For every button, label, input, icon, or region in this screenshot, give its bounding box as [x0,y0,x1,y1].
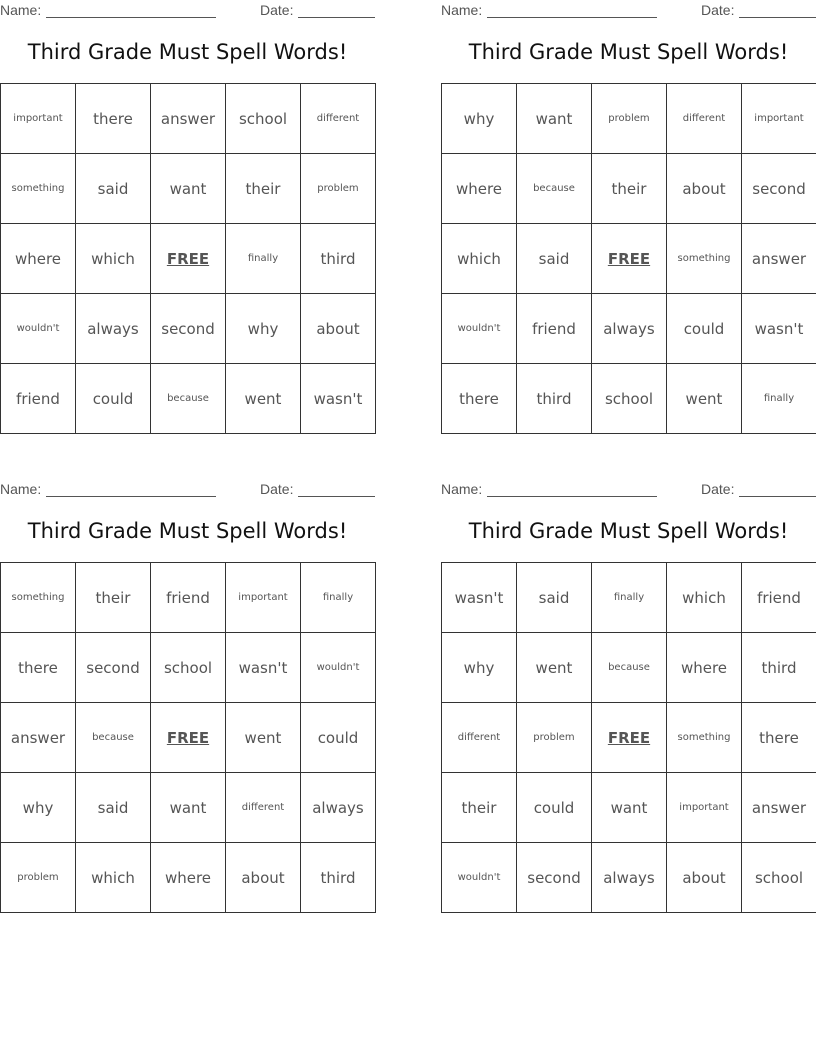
grid-cell: wasn't [442,563,517,633]
grid-row [442,84,816,154]
free-space: FREE [592,224,667,294]
grid-cell: always [301,773,376,843]
grid-cell: friend [151,563,226,633]
grid-cell: which [76,843,151,913]
grid-cell: school [592,364,667,434]
grid-cell: which [667,563,742,633]
grid-cell: important [667,773,742,843]
date-line [298,496,375,497]
grid-cell: important [742,84,816,154]
grid-cell: important [226,563,301,633]
grid-cell: wouldn't [442,294,517,364]
grid-cell: there [442,364,517,434]
grid-cell: why [226,294,301,364]
grid-cell: different [442,703,517,773]
bingo-grid [441,83,816,434]
grid-row [442,843,816,913]
date-line [298,17,375,18]
card-title: Third Grade Must Spell Words! [27,40,348,64]
grid-cell: important [1,84,76,154]
grid-cell: because [592,633,667,703]
card-title: Third Grade Must Spell Words! [27,519,348,543]
grid-row [1,84,376,154]
grid-cell: because [517,154,592,224]
grid-cell: went [226,703,301,773]
bingo-grid [0,562,376,913]
grid-cell: there [1,633,76,703]
date-line [739,496,816,497]
grid-row [1,773,376,843]
bingo-card-4 [441,479,816,887]
grid-cell: want [517,84,592,154]
grid-cell: want [151,154,226,224]
grid-cell: wouldn't [301,633,376,703]
grid-cell: could [76,364,151,434]
grid-row [1,563,376,633]
name-date-row [0,0,375,22]
date-label: Date: [701,481,735,497]
grid-cell: which [76,224,151,294]
free-space: FREE [151,703,226,773]
grid-row [442,703,816,773]
name-label: Name: [0,2,42,18]
grid-row [1,224,376,294]
grid-cell: why [442,633,517,703]
name-date-row [441,0,816,22]
grid-cell: went [517,633,592,703]
grid-cell: finally [592,563,667,633]
grid-cell: which [442,224,517,294]
name-line [46,17,216,18]
grid-cell: problem [301,154,376,224]
grid-row [442,224,816,294]
grid-row [442,563,816,633]
grid-cell: second [517,843,592,913]
grid-cell: finally [301,563,376,633]
grid-cell: went [226,364,301,434]
free-space: FREE [592,703,667,773]
grid-cell: answer [742,773,816,843]
grid-cell: different [301,84,376,154]
grid-cell: always [592,294,667,364]
grid-cell: answer [1,703,76,773]
bingo-card-1 [0,0,375,408]
grid-cell: said [517,224,592,294]
grid-cell: second [742,154,816,224]
grid-cell: because [151,364,226,434]
grid-cell: always [76,294,151,364]
bingo-card-2 [441,0,816,408]
grid-cell: friend [517,294,592,364]
grid-cell: because [76,703,151,773]
grid-cell: third [301,224,376,294]
grid-cell: finally [742,364,816,434]
grid-cell: friend [1,364,76,434]
grid-cell: could [667,294,742,364]
grid-cell: answer [151,84,226,154]
grid-cell: different [667,84,742,154]
grid-cell: where [667,633,742,703]
grid-cell: there [76,84,151,154]
name-label: Name: [441,481,483,497]
grid-cell: school [151,633,226,703]
free-space: FREE [151,224,226,294]
grid-cell: something [667,703,742,773]
grid-cell: problem [1,843,76,913]
grid-cell: second [76,633,151,703]
grid-row [442,633,816,703]
grid-row [1,633,376,703]
grid-cell: wouldn't [442,843,517,913]
grid-row [1,843,376,913]
grid-cell: said [76,773,151,843]
date-line [739,17,816,18]
grid-cell: about [667,843,742,913]
date-label: Date: [701,2,735,18]
name-date-row [441,479,816,501]
grid-cell: finally [226,224,301,294]
grid-cell: their [442,773,517,843]
grid-cell: problem [517,703,592,773]
grid-cell: said [517,563,592,633]
grid-cell: where [151,843,226,913]
date-label: Date: [260,481,294,497]
bingo-card-3 [0,479,375,887]
grid-cell: could [301,703,376,773]
grid-row [1,364,376,434]
date-label: Date: [260,2,294,18]
grid-cell: always [592,843,667,913]
grid-cell: their [226,154,301,224]
grid-cell: could [517,773,592,843]
name-line [46,496,216,497]
grid-cell: friend [742,563,816,633]
grid-cell: why [1,773,76,843]
grid-row [442,773,816,843]
name-label: Name: [0,481,42,497]
grid-cell: school [742,843,816,913]
grid-cell: want [151,773,226,843]
grid-cell: something [1,563,76,633]
bingo-grid [441,562,816,913]
name-label: Name: [441,2,483,18]
grid-row [442,364,816,434]
grid-cell: went [667,364,742,434]
grid-cell: want [592,773,667,843]
grid-cell: third [517,364,592,434]
grid-cell: wasn't [742,294,816,364]
grid-cell: problem [592,84,667,154]
grid-cell: third [742,633,816,703]
name-line [487,17,657,18]
grid-cell: there [742,703,816,773]
grid-cell: answer [742,224,816,294]
grid-cell: different [226,773,301,843]
grid-cell: something [667,224,742,294]
grid-row [1,154,376,224]
grid-cell: about [226,843,301,913]
grid-cell: their [76,563,151,633]
grid-row [442,294,816,364]
grid-cell: wouldn't [1,294,76,364]
grid-cell: wasn't [301,364,376,434]
grid-cell: second [151,294,226,364]
grid-cell: their [592,154,667,224]
name-date-row [0,479,375,501]
grid-cell: about [301,294,376,364]
grid-cell: school [226,84,301,154]
grid-cell: something [1,154,76,224]
name-line [487,496,657,497]
grid-row [1,703,376,773]
bingo-grid [0,83,376,434]
grid-cell: third [301,843,376,913]
grid-cell: why [442,84,517,154]
grid-cell: where [442,154,517,224]
grid-cell: about [667,154,742,224]
grid-cell: said [76,154,151,224]
grid-row [442,154,816,224]
card-title: Third Grade Must Spell Words! [468,40,789,64]
grid-cell: where [1,224,76,294]
grid-row [1,294,376,364]
grid-cell: wasn't [226,633,301,703]
card-title: Third Grade Must Spell Words! [468,519,789,543]
